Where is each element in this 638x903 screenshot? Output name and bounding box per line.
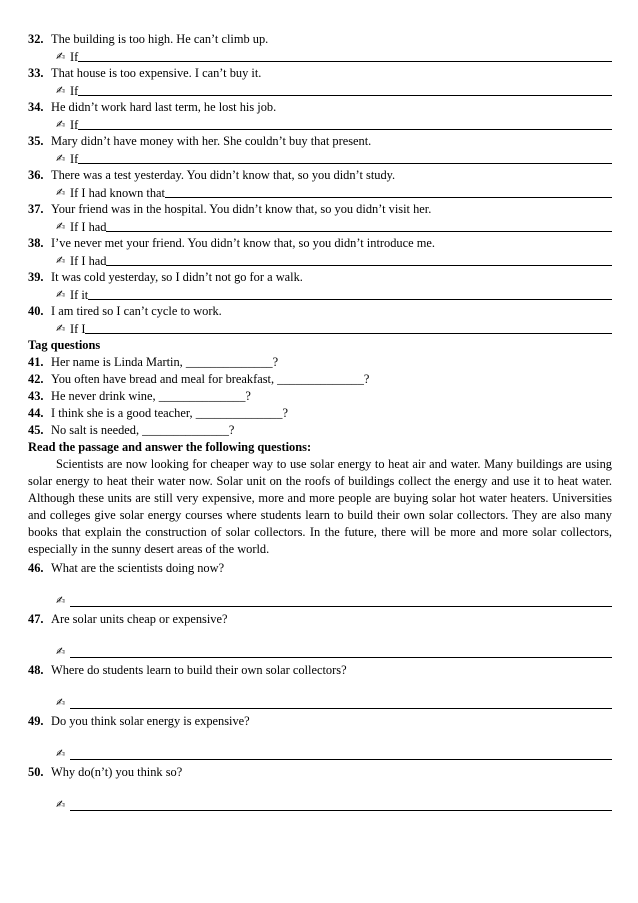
pen-writing-icon: ✍ [56, 645, 66, 658]
item-number: 39. [28, 270, 44, 284]
item-number: 40. [28, 304, 44, 318]
pen-writing-icon: ✍ [56, 798, 66, 811]
tag-question-item [28, 388, 612, 405]
exercise-item [28, 201, 612, 218]
exercise-item [28, 167, 612, 184]
answer-line[interactable] [78, 151, 612, 164]
answer-line[interactable] [106, 253, 612, 266]
tag-question-text: Her name is Linda Martin, ______________? [51, 355, 279, 369]
item-number: 36. [28, 168, 44, 182]
answer-line[interactable] [106, 219, 612, 232]
pen-writing-icon: ✍ [56, 288, 66, 301]
item-number: 35. [28, 134, 44, 148]
answer-stem: If it [70, 288, 89, 302]
question-text: Do you think solar energy is expensive? [51, 714, 250, 728]
answer-line[interactable] [70, 594, 612, 607]
answer-stem: If I [70, 322, 86, 336]
tag-question-text: No salt is needed, ______________? [51, 423, 235, 437]
answer-stem: If [70, 50, 79, 64]
pen-writing-icon: ✍ [56, 50, 66, 63]
tag-question-item [28, 354, 612, 371]
pen-writing-icon: ✍ [56, 747, 66, 760]
answer-line[interactable] [85, 321, 612, 334]
answer-stem: If I had [70, 220, 107, 234]
pen-writing-icon: ✍ [56, 118, 66, 131]
answer-row [28, 116, 612, 133]
answer-line[interactable] [78, 83, 612, 96]
item-prompt: He didn’t work hard last term, he lost his job. [51, 100, 277, 114]
answer-row [28, 184, 612, 201]
pen-writing-icon: ✍ [56, 322, 66, 335]
item-prompt: I am tired so I can’t cycle to work. [51, 304, 222, 318]
pen-writing-icon: ✍ [56, 84, 66, 97]
tag-section [28, 354, 612, 439]
reading-question [28, 611, 612, 628]
answer-row [28, 679, 612, 711]
item-prompt: That house is too expensive. I can’t buy it. [51, 66, 262, 80]
answer-row [28, 628, 612, 660]
answer-line[interactable] [70, 696, 612, 709]
answer-row [28, 48, 612, 65]
item-number: 47. [28, 612, 44, 626]
question-text: What are the scientists doing now? [51, 561, 225, 575]
item-prompt: I’ve never met your friend. You didn’t know that, so you didn’t introduce me. [51, 236, 435, 250]
exercise-item [28, 269, 612, 286]
item-number: 50. [28, 765, 44, 779]
item-number: 48. [28, 663, 44, 677]
item-number: 32. [28, 32, 44, 46]
item-number: 38. [28, 236, 44, 250]
answer-stem: If [70, 118, 79, 132]
item-number: 37. [28, 202, 44, 216]
exercise-item [28, 31, 612, 48]
exercise-item [28, 99, 612, 116]
answer-line[interactable] [70, 645, 612, 658]
answer-stem: If [70, 84, 79, 98]
item-prompt: Mary didn’t have money with her. She couldn’t buy that present. [51, 134, 372, 148]
reading-heading: Read the passage and answer the following questions: [28, 440, 312, 454]
item-prompt: It was cold yesterday, so I didn’t not go for a walk. [51, 270, 303, 284]
answer-row [28, 82, 612, 99]
pen-writing-icon: ✍ [56, 220, 66, 233]
pen-writing-icon: ✍ [56, 594, 66, 607]
answer-line[interactable] [70, 798, 612, 811]
question-text: Are solar units cheap or expensive? [51, 612, 228, 626]
answer-line[interactable] [70, 747, 612, 760]
tag-questions-heading: Tag questions [28, 338, 101, 352]
item-prompt: There was a test yesterday. You didn’t know that, so you didn’t study. [51, 168, 396, 182]
item-prompt: Your friend was in the hospital. You didn’t know that, so you didn’t visit her. [51, 202, 432, 216]
rewrite-section [28, 31, 612, 337]
answer-row [28, 252, 612, 269]
answer-row [28, 286, 612, 303]
item-number: 42. [28, 372, 44, 386]
exercise-item [28, 133, 612, 150]
pen-writing-icon: ✍ [56, 696, 66, 709]
exercise-item [28, 65, 612, 82]
pen-writing-icon: ✍ [56, 152, 66, 165]
answer-row [28, 320, 612, 337]
item-number: 34. [28, 100, 44, 114]
answer-row [28, 781, 612, 813]
item-number: 49. [28, 714, 44, 728]
reading-question [28, 713, 612, 730]
reading-question [28, 662, 612, 679]
item-number: 33. [28, 66, 44, 80]
answer-stem: If I had [70, 254, 107, 268]
question-text: Where do students learn to build their own solar collectors? [51, 663, 347, 677]
item-number: 44. [28, 406, 44, 420]
question-text: Why do(n’t) you think so? [51, 765, 183, 779]
answer-line[interactable] [78, 117, 612, 130]
reading-question [28, 560, 612, 577]
answer-row [28, 150, 612, 167]
answer-line[interactable] [165, 185, 612, 198]
reading-questions-section [28, 560, 612, 813]
item-number: 41. [28, 355, 44, 369]
tag-question-item [28, 371, 612, 388]
exercise-item [28, 235, 612, 252]
item-number: 45. [28, 423, 44, 437]
tag-question-text: I think she is a good teacher, ______________? [51, 406, 288, 420]
tag-question-text: You often have bread and meal for breakfast, ______________? [51, 372, 370, 386]
answer-line[interactable] [78, 49, 612, 62]
item-number: 46. [28, 561, 44, 575]
item-prompt: The building is too high. He can’t climb up. [51, 32, 269, 46]
tag-question-item [28, 422, 612, 439]
exercise-item [28, 303, 612, 320]
pen-writing-icon: ✍ [56, 186, 66, 199]
reading-question [28, 764, 612, 781]
answer-row [28, 218, 612, 235]
answer-stem: If I had known that [70, 186, 165, 200]
reading-passage: Scientists are now looking for cheaper way to use solar energy to heat air and water. Many buildings are using solar energy to heat their water now. Solar unit on the roofs of buildings collect the energy and use it to heat water. Although these units are still very expensive, more and more people are buying solar hot water heaters. Universities and colleges give solar energy courses where students learn to build their own solar collectors. They are also many books that explain the construction of solar collectors. In the future, there will be more and more solar collectors, especially in the sunny desert areas of the world. [28, 457, 612, 556]
answer-row [28, 577, 612, 609]
answer-line[interactable] [88, 287, 612, 300]
item-number: 43. [28, 389, 44, 403]
tag-question-item [28, 405, 612, 422]
worksheet-page [28, 31, 612, 815]
tag-question-text: He never drink wine, ______________? [51, 389, 251, 403]
answer-row [28, 730, 612, 762]
answer-stem: If [70, 152, 79, 166]
pen-writing-icon: ✍ [56, 254, 66, 267]
